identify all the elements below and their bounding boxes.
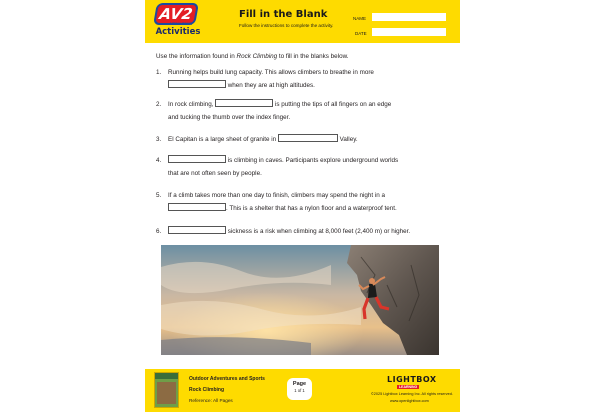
question-text: In rock climbing, (168, 101, 216, 108)
question-text: Valley. (337, 136, 358, 143)
date-field[interactable] (372, 28, 446, 36)
intro-text-end: to fill in the blanks below. (277, 53, 349, 60)
name-field[interactable] (372, 13, 446, 21)
lightbox-logo: LIGHTBOX (387, 375, 437, 384)
question-number: 1. (156, 69, 162, 76)
logo-badge: AV2 (153, 3, 199, 25)
question-text: . This is a shelter that has a nylon floor and a waterproof tent. (226, 205, 397, 212)
question-number: 5. (156, 192, 162, 199)
name-label: NAME (353, 16, 367, 21)
page-title: Fill in the Blank (239, 9, 328, 20)
question-text: that are not often seen by people. (168, 170, 262, 177)
question-text: when they are at high altitudes. (226, 82, 315, 89)
date-label: DATE (355, 31, 367, 36)
copyright: ©2025 Lightbox Learning Inc. All rights reserved. (371, 392, 453, 396)
website-url: www.openlightbox.com (390, 399, 429, 403)
activities-label: Activities (155, 27, 201, 37)
lightbox-tag: LEARNING (399, 385, 418, 389)
question-text: Running helps build lung capacity. This allows climbers to breathe in more (168, 69, 374, 76)
intro-text: Use the information found in (156, 53, 237, 60)
question-number: 2. (156, 101, 162, 108)
question-text: and tucking the thumb over the index finger. (168, 114, 291, 121)
question-number: 4. (156, 157, 162, 164)
answer-blank-4[interactable] (168, 155, 226, 163)
series-name: Outdoor Adventures and Sports (189, 376, 265, 382)
answer-blank-6[interactable] (168, 226, 226, 234)
reference: Reference: All Pages (189, 398, 233, 403)
worksheet-page (145, 0, 460, 412)
page-indicator (287, 378, 312, 400)
av2-logo (152, 3, 202, 39)
answer-blank-1[interactable] (168, 80, 226, 88)
footer-band (145, 369, 460, 412)
book-cover-thumbnail (154, 372, 179, 408)
question-text: El Capitan is a large sheet of granite in (168, 136, 278, 143)
logo-tagline: MEDIA TOUR (170, 22, 192, 26)
answer-blank-2[interactable] (215, 99, 273, 107)
book-title: Rock Climbing (189, 387, 225, 393)
header-band (145, 0, 460, 43)
page-subtitle: Follow the instructions to complete the activity. (239, 23, 334, 28)
question-number: 3. (156, 136, 162, 143)
rock-climber-photo (161, 245, 439, 355)
page-label: Page (292, 381, 307, 387)
answer-blank-3[interactable] (278, 134, 338, 142)
question-text: If a climb takes more than one day to finish, climbers may spend the night in a (168, 192, 386, 199)
question-text: is putting the tips of all fingers on an edge (273, 101, 392, 108)
question-number: 6. (156, 228, 162, 235)
instructions (156, 53, 349, 60)
book-title-ref: Rock Climbing (236, 53, 278, 60)
page-number: 1 of 1 (294, 388, 305, 393)
question-text: is climbing in caves. Participants explore underground worlds (226, 157, 399, 164)
answer-blank-5[interactable] (168, 203, 226, 211)
question-text: sickness is a risk when climbing at 8,000 feet (2,400 m) or higher. (226, 228, 411, 235)
